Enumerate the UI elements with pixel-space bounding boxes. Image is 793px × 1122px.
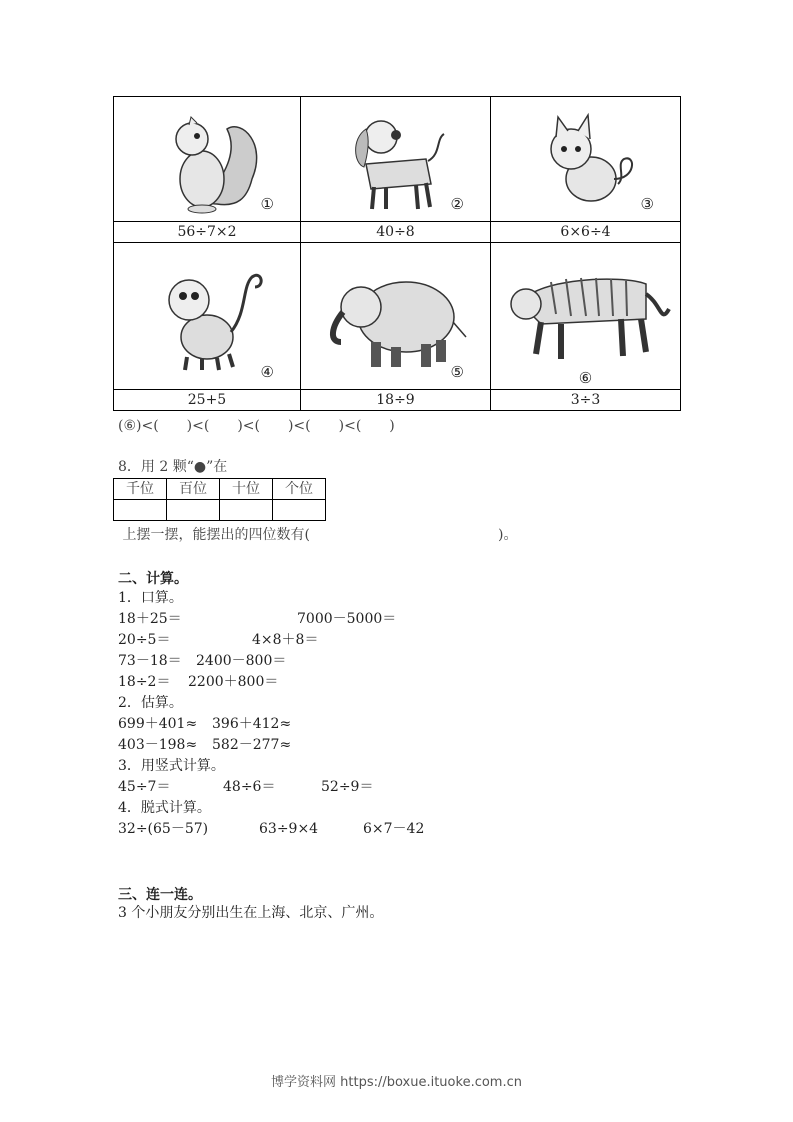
expression-cell: 6×6÷4	[491, 222, 681, 243]
expression-cell: 56÷7×2	[114, 222, 301, 243]
animal-cell-elephant	[301, 243, 491, 390]
step-calc-item: 6×7－42	[363, 821, 425, 837]
vertical-calc-item: 52÷9＝	[321, 779, 374, 795]
animal-index: ⑤	[450, 363, 464, 381]
mental-math-item: 2400－800＝	[196, 653, 287, 669]
part-3-title: 3．用竖式计算。	[118, 758, 225, 774]
watermark-footer: 博学资料网 https://boxue.ituoke.com.cn	[271, 1075, 522, 1090]
section-3-text: 3 个小朋友分别出生在上海、北京、广州。	[118, 905, 384, 921]
cat-illustration	[526, 109, 646, 215]
animal-cell-cat	[491, 97, 681, 222]
expression-cell: 25+5	[114, 390, 301, 411]
estimate-item: 582－277≈	[212, 737, 292, 753]
mental-math-item: 18＋25＝	[118, 611, 182, 627]
vertical-calc-item: 45÷7＝	[118, 779, 171, 795]
mental-math-item: 20÷5＝	[118, 632, 171, 648]
animal-expression-table	[113, 96, 681, 411]
step-calc-item: 63÷9×4	[259, 821, 319, 837]
vertical-calc-item: 48÷6＝	[223, 779, 276, 795]
animal-cell-monkey	[114, 243, 301, 390]
expression-cell: 40÷8	[301, 222, 491, 243]
section-2-title: 二、计算。	[118, 571, 188, 587]
part-1-title: 1．口算。	[118, 590, 183, 606]
mental-math-item: 2200＋800＝	[188, 674, 279, 690]
part-2-title: 2．估算。	[118, 695, 183, 711]
expression-cell: 3÷3	[491, 390, 681, 411]
mental-math-item: 73－18＝	[118, 653, 182, 669]
question-8-followup: 上摆一摆，能摆出的四位数有(	[118, 527, 310, 543]
squirrel-illustration	[147, 109, 267, 215]
place-header-thousands: 千位	[114, 479, 167, 500]
estimate-item: 396＋412≈	[212, 716, 292, 732]
expression-cell: 18÷9	[301, 390, 491, 411]
section-3-title: 三、连一连。	[118, 887, 202, 903]
animal-cell-squirrel	[114, 97, 301, 222]
place-cell-thousands	[114, 500, 167, 521]
mental-math-item: 18÷2＝	[118, 674, 171, 690]
place-cell-hundreds	[167, 500, 220, 521]
tiger-illustration	[501, 264, 671, 374]
place-header-tens: 十位	[220, 479, 273, 500]
dog-illustration	[336, 109, 456, 215]
step-calc-item: 32÷(65－57)	[118, 821, 209, 837]
estimate-item: 699＋401≈	[118, 716, 198, 732]
monkey-illustration	[147, 262, 267, 377]
place-cell-ones	[273, 500, 326, 521]
ordering-answer-line: (⑥)<( )<( )<( )<( )<( )	[118, 418, 395, 434]
animal-cell-tiger	[491, 243, 681, 390]
estimate-item: 403－198≈	[118, 737, 198, 753]
elephant-illustration	[321, 262, 471, 377]
place-header-ones: 个位	[273, 479, 326, 500]
animal-index: ⑥	[578, 369, 593, 387]
mental-math-item: 4×8＋8＝	[252, 632, 319, 648]
animal-index: ③	[640, 195, 654, 213]
place-value-table	[113, 478, 326, 521]
animal-index: ①	[260, 195, 274, 213]
part-4-title: 4．脱式计算。	[118, 800, 211, 816]
question-8-prompt: 8．用 2 颗“●”在	[118, 459, 228, 475]
mental-math-item: 7000－5000＝	[297, 611, 397, 627]
animal-index: ④	[260, 363, 274, 381]
animal-cell-dog	[301, 97, 491, 222]
place-cell-tens	[220, 500, 273, 521]
question-8-followup-end: )。	[498, 527, 518, 543]
animal-index: ②	[450, 195, 464, 213]
place-header-hundreds: 百位	[167, 479, 220, 500]
